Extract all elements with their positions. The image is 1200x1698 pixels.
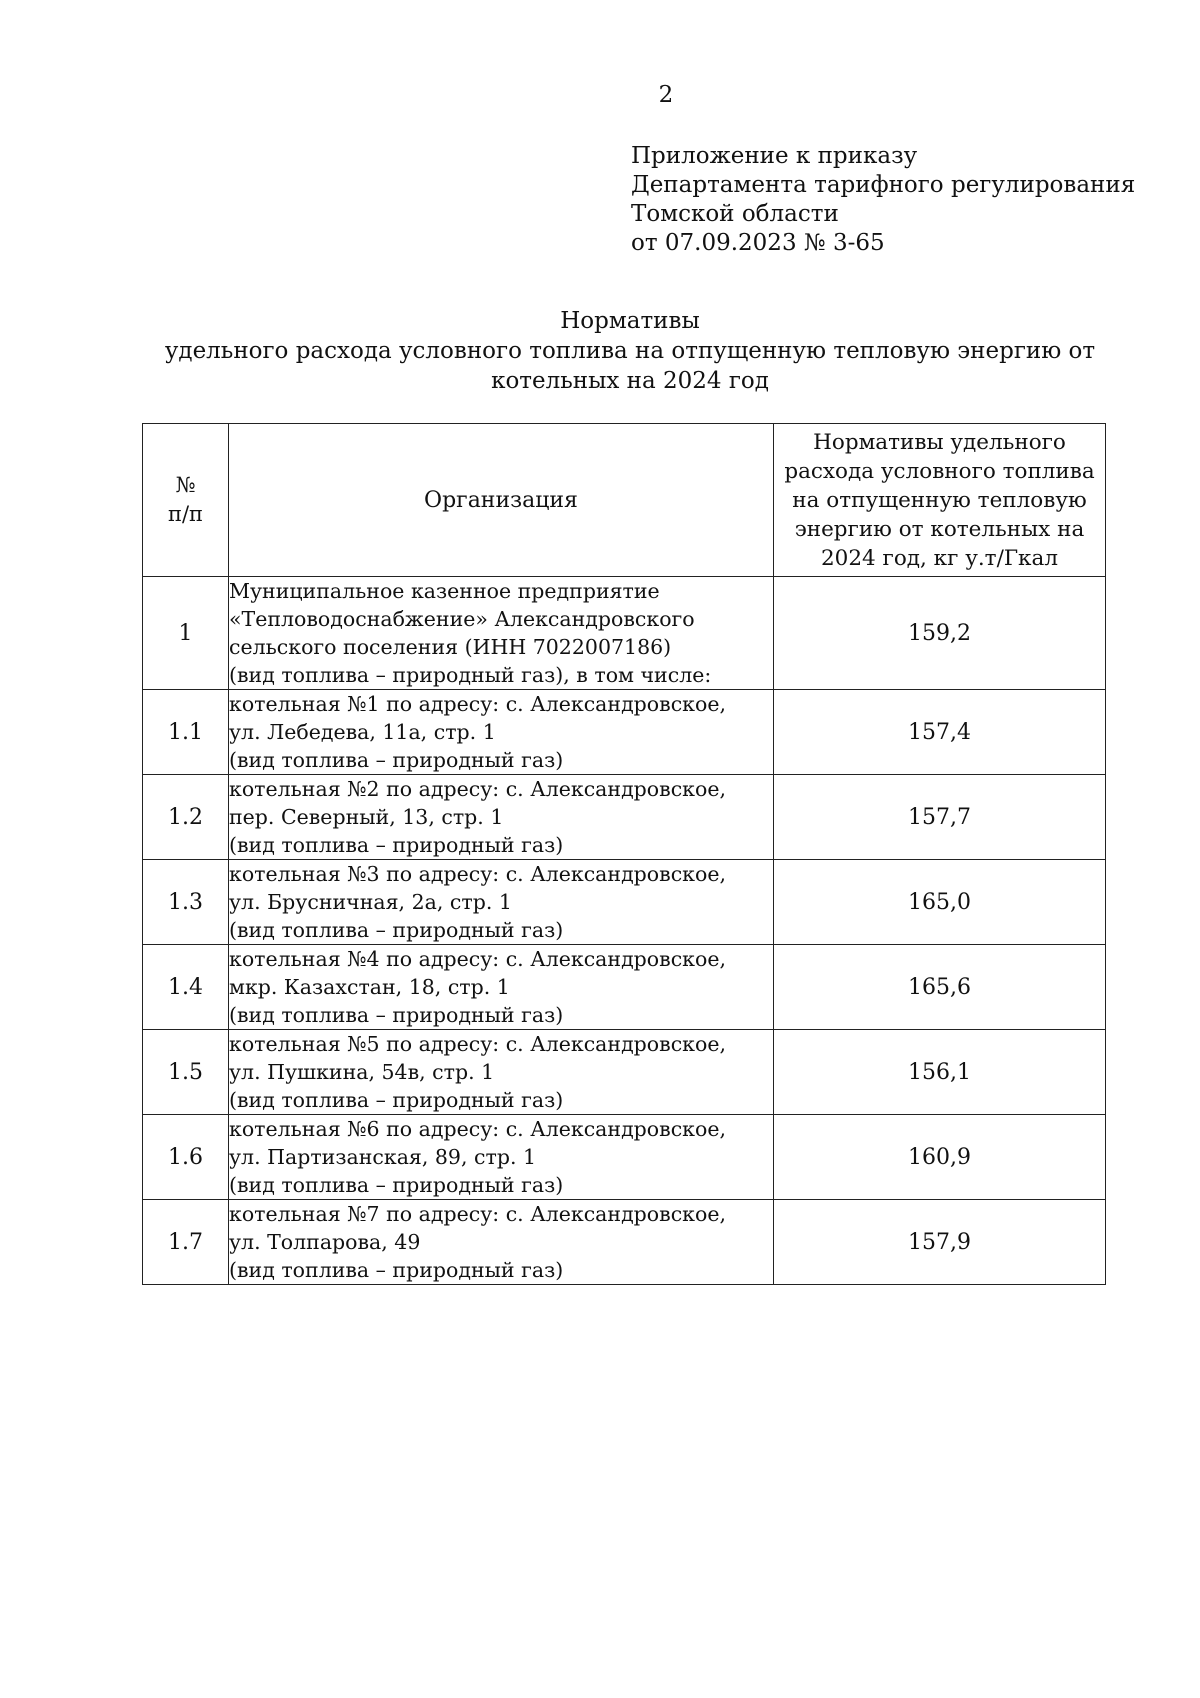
org-line: котельная №5 по адресу: с. Александровское, xyxy=(229,1032,726,1056)
org-line: котельная №4 по адресу: с. Александровское, xyxy=(229,947,726,971)
row-organization xyxy=(229,775,774,860)
row-value: 165,0 xyxy=(774,860,1106,945)
title-line: удельного расхода условного топлива на отпущенную тепловую энергию от xyxy=(164,338,1096,364)
row-number: 1.2 xyxy=(143,775,229,860)
row-value: 157,7 xyxy=(774,775,1106,860)
row-number: 1 xyxy=(143,577,229,690)
table-row xyxy=(143,775,1106,860)
org-line: ул. Партизанская, 89, стр. 1 xyxy=(229,1145,537,1169)
header-value-line: энергию от котельных на xyxy=(794,516,1085,542)
org-line: (вид топлива – природный газ), в том числе: xyxy=(229,663,712,687)
org-line: ул. Брусничная, 2а, стр. 1 xyxy=(229,890,512,914)
row-value: 157,9 xyxy=(774,1200,1106,1285)
org-line: (вид топлива – природный газ) xyxy=(229,748,564,772)
row-organization xyxy=(229,1115,774,1200)
header-value-line: расхода условного топлива xyxy=(784,458,1095,484)
row-number: 1.6 xyxy=(143,1115,229,1200)
table-row xyxy=(143,860,1106,945)
table-row xyxy=(143,1115,1106,1200)
header-number-abbr: п/п xyxy=(167,502,204,526)
appendix-block xyxy=(631,142,1135,258)
row-organization xyxy=(229,945,774,1030)
appendix-line: Департамента тарифного регулирования xyxy=(631,172,1136,198)
org-line: (вид топлива – природный газ) xyxy=(229,1003,564,1027)
org-line: сельского поселения (ИНН 7022007186) xyxy=(229,635,672,659)
row-number: 1.4 xyxy=(143,945,229,1030)
row-number: 1.5 xyxy=(143,1030,229,1115)
row-value: 160,9 xyxy=(774,1115,1106,1200)
org-line: (вид топлива – природный газ) xyxy=(229,1173,564,1197)
org-line: котельная №7 по адресу: с. Александровское, xyxy=(229,1202,726,1226)
org-line: котельная №6 по адресу: с. Александровское, xyxy=(229,1117,726,1141)
org-line: ул. Лебедева, 11а, стр. 1 xyxy=(229,720,496,744)
org-line: ул. Толпарова, 49 xyxy=(229,1230,421,1254)
table-row xyxy=(143,945,1106,1030)
row-organization xyxy=(229,860,774,945)
org-line: Муниципальное казенное предприятие xyxy=(229,579,660,603)
title-line: Нормативы xyxy=(560,308,700,334)
row-value: 156,1 xyxy=(774,1030,1106,1115)
header-value-line: Нормативы удельного xyxy=(813,429,1066,455)
row-organization xyxy=(229,1200,774,1285)
org-line: котельная №2 по адресу: с. Александровское, xyxy=(229,777,726,801)
table-header-row xyxy=(143,424,1106,577)
table-row xyxy=(143,1200,1106,1285)
row-number: 1.7 xyxy=(143,1200,229,1285)
org-line: (вид топлива – природный газ) xyxy=(229,918,564,942)
org-line: пер. Северный, 13, стр. 1 xyxy=(229,805,504,829)
table-row xyxy=(143,577,1106,690)
table-row xyxy=(143,690,1106,775)
org-line: котельная №1 по адресу: с. Александровское, xyxy=(229,692,726,716)
appendix-line: Приложение к приказу xyxy=(631,143,918,169)
header-organization: Организация xyxy=(229,424,774,577)
row-organization xyxy=(229,577,774,690)
title-line: котельных на 2024 год xyxy=(491,368,769,394)
row-value: 165,6 xyxy=(774,945,1106,1030)
appendix-order-date: от 07.09.2023 № 3-65 xyxy=(631,230,885,256)
row-number: 1.3 xyxy=(143,860,229,945)
org-line: котельная №3 по адресу: с. Александровское, xyxy=(229,862,726,886)
appendix-line: Томской области xyxy=(631,201,839,227)
table-row xyxy=(143,1030,1106,1115)
org-line: ул. Пушкина, 54в, стр. 1 xyxy=(229,1060,495,1084)
row-organization xyxy=(229,690,774,775)
header-norm-value xyxy=(774,424,1106,577)
org-line: (вид топлива – природный газ) xyxy=(229,1088,564,1112)
document-title xyxy=(150,306,1110,396)
row-organization xyxy=(229,1030,774,1115)
row-value: 157,4 xyxy=(774,690,1106,775)
header-number-sign: № xyxy=(175,473,196,497)
page-number: 2 xyxy=(658,82,674,108)
org-line: (вид топлива – природный газ) xyxy=(229,1258,564,1282)
org-line: мкр. Казахстан, 18, стр. 1 xyxy=(229,975,510,999)
header-value-line: 2024 год, кг у.т/Гкал xyxy=(821,545,1058,571)
norms-table xyxy=(142,423,1106,1285)
header-number xyxy=(143,424,229,577)
header-value-line: на отпущенную тепловую xyxy=(792,487,1087,513)
org-line: «Тепловодоснабжение» Александровского xyxy=(229,607,695,631)
row-number: 1.1 xyxy=(143,690,229,775)
org-line: (вид топлива – природный газ) xyxy=(229,833,564,857)
row-value: 159,2 xyxy=(774,577,1106,690)
